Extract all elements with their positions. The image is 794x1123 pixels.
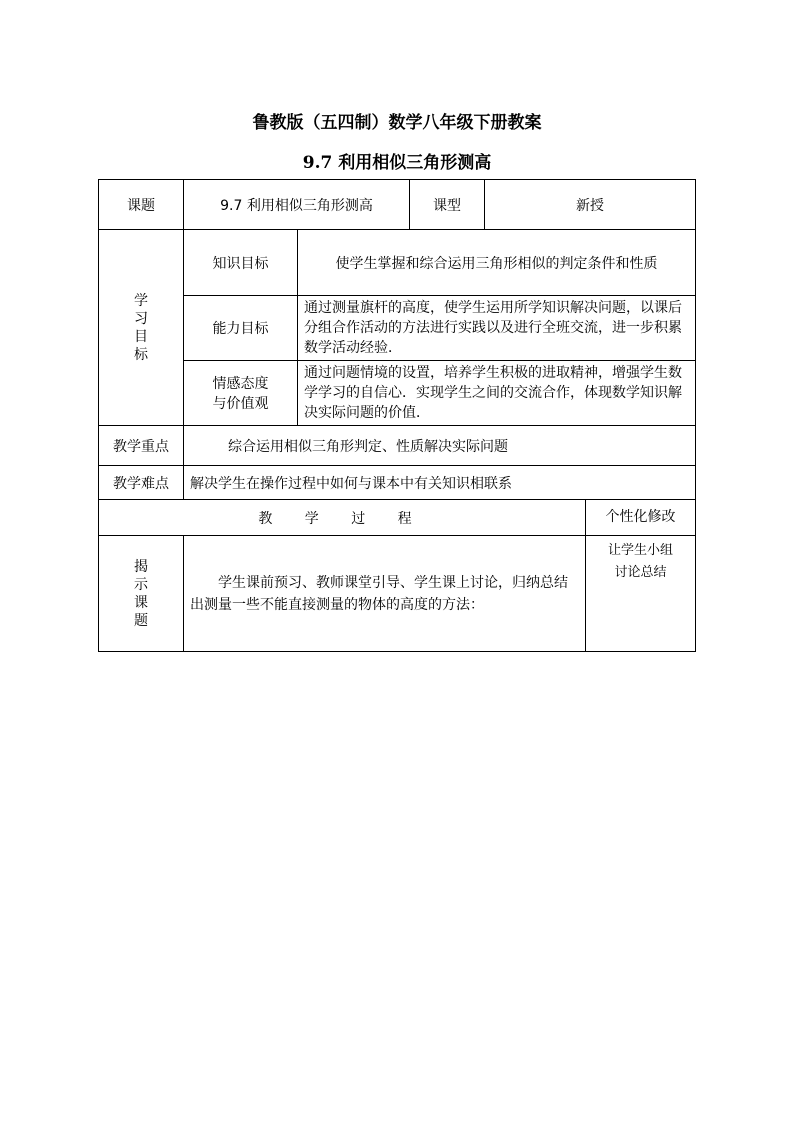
key-point-text: 综合运用相似三角形判定、性质解决实际问题 [184, 426, 696, 466]
ability-goal-text: 通过测量旗杆的高度，使学生运用所学知识解决问题，以课后分组合作活动的方法进行实践以及进行全班交流，进一步积累数学活动经验． [298, 296, 696, 361]
goals-label [99, 230, 184, 426]
difficulty-text: 解决学生在操作过程中如何与课本中有关知识相联系 [184, 466, 696, 500]
key-point-label: 教学重点 [99, 426, 184, 466]
document-title: 鲁教版（五四制）数学八年级下册教案 [252, 113, 542, 133]
knowledge-goal-text: 使学生掌握和综合运用三角形相似的判定条件和性质 [298, 230, 696, 296]
difficulty-label: 教学难点 [99, 466, 184, 500]
teaching-process-header: 教 学 过 程 [99, 500, 586, 536]
ability-goal-label: 能力目标 [184, 296, 298, 361]
topic-label: 课题 [99, 180, 184, 230]
goals-label-char: 习 [134, 310, 148, 327]
goals-label-char: 目 [134, 328, 148, 345]
goals-label-char: 学 [134, 292, 148, 309]
reveal-label-char: 示 [134, 576, 148, 593]
emotion-label-line: 与价值观 [212, 396, 269, 412]
topic-value: 9.7 利用相似三角形测高 [184, 180, 410, 230]
personal-modification-header: 个性化修改 [586, 500, 696, 536]
knowledge-goal-label: 知识目标 [184, 230, 298, 296]
reveal-label-char: 题 [134, 612, 148, 629]
note-line: 让学生小组 [607, 543, 673, 558]
emotion-goal-text: 通过问题情境的设置，培养学生积极的进取精神，增强学生数学学习的自信心．实现学生之间的交流合作，体现数学知识解决实际问题的价值． [298, 361, 696, 426]
goals-label-char: 标 [134, 346, 148, 363]
reveal-label-char: 揭 [134, 558, 148, 575]
reveal-label-char: 课 [134, 594, 148, 611]
lesson-plan-table [98, 179, 696, 652]
emotion-label-line: 情感态度 [212, 376, 269, 392]
reveal-topic-label [99, 536, 184, 652]
note-line: 讨论总结 [614, 565, 667, 580]
lesson-title: 9.7 利用相似三角形测高 [302, 153, 492, 173]
modification-note [586, 536, 696, 652]
type-label: 课型 [410, 180, 485, 230]
emotion-goal-label [184, 361, 298, 426]
reveal-topic-text: 学生课前预习、教师课堂引导、学生课上讨论，归纳总结出测量一些不能直接测量的物体的高度的方法： [184, 536, 586, 652]
type-value: 新授 [485, 180, 696, 230]
